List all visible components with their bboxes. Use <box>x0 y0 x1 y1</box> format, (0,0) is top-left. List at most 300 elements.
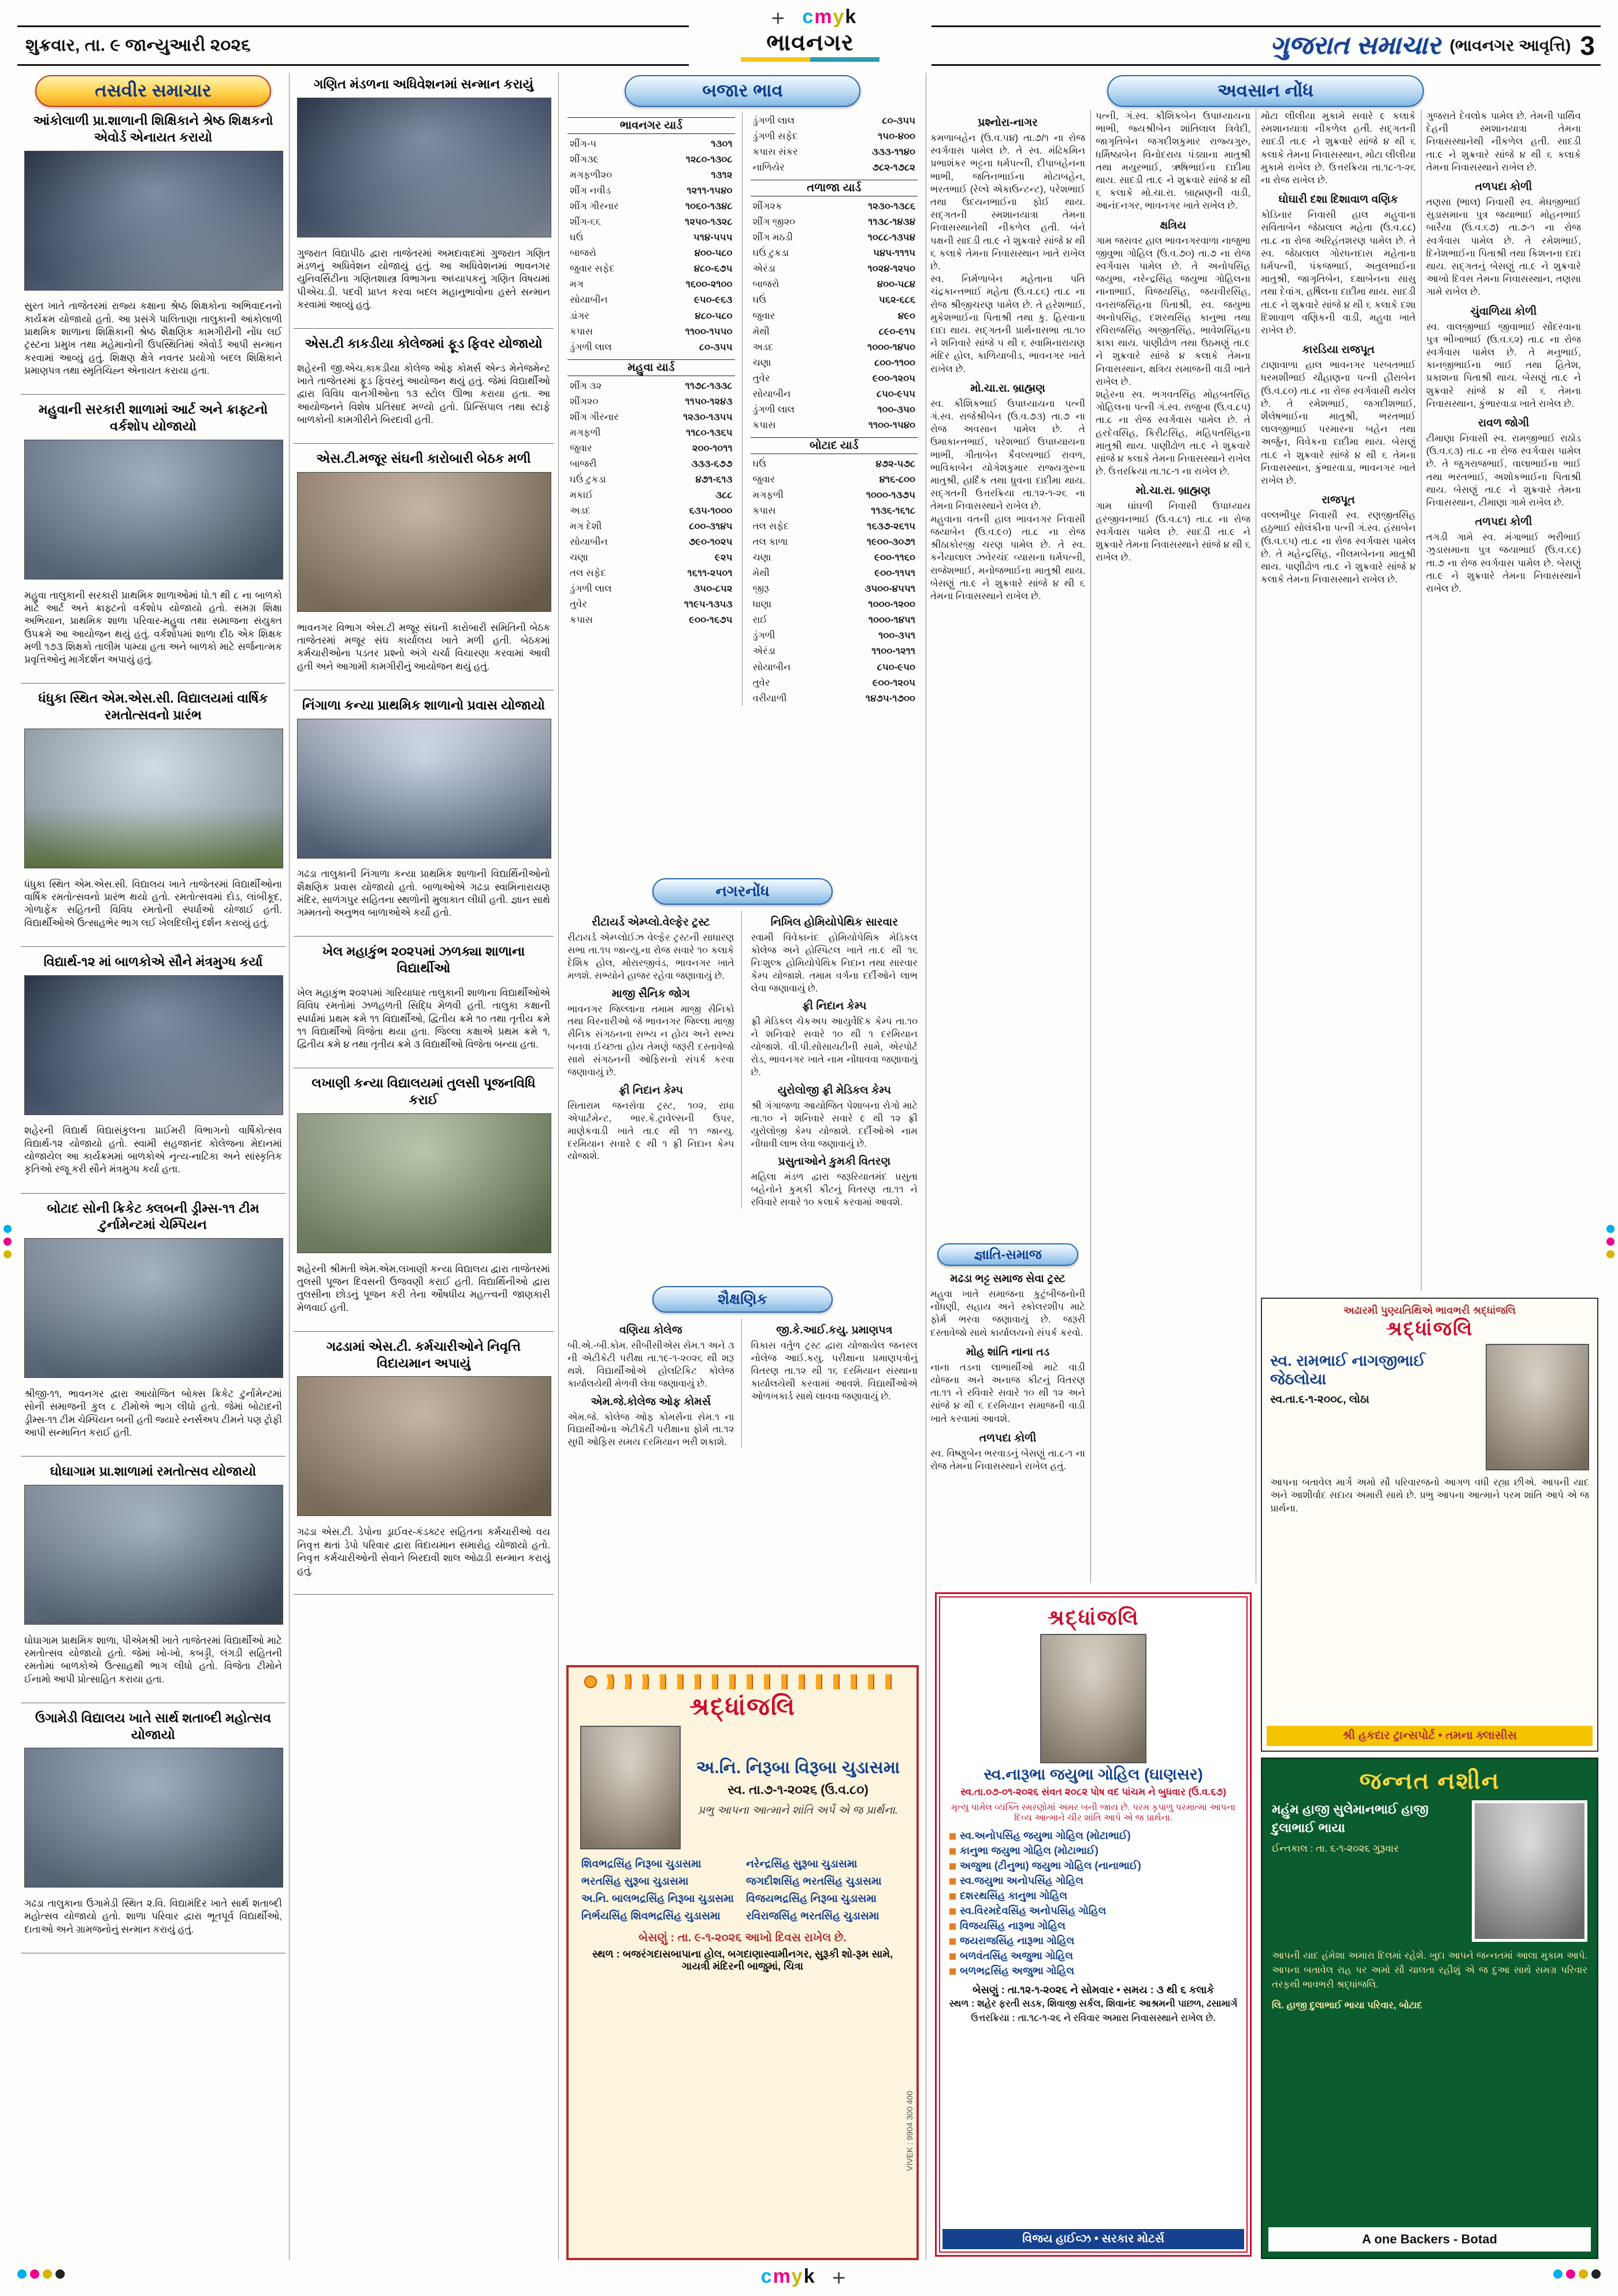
market-row <box>751 534 918 549</box>
ink-letter: y <box>833 6 845 28</box>
market-row <box>567 214 735 229</box>
commodity-name: મગ દેશી <box>570 521 602 532</box>
news-headline: ઘોઘાગામ પ્રા.શાળામાં રમતોત્સવ યોજાયો <box>50 1464 257 1479</box>
yard-name: મહુવા યાર્ડ <box>567 359 735 376</box>
relative-name: બળભદ્રસિંહ અજુભા ગોહિલ <box>947 1963 1240 1978</box>
obituary-body: કમળાબહેન (ઉ.વ.૫૪) તા.૭/૧ ના રોજ સ્વર્ગવાસ પામેલ છે. તે સ્વ. મંઢિકમિન પ્રભાશંકર ભટ્ટના ધર્મપત્ની, દીપાબહેનના ભાભી, જતિનભાઈના મોટાબહેન, ભરતભાઈ (રેલ્વે એકાઉન્ટન્ટ), પરેશભાઈ તથા ઉદયનભાઈના ફોઈ થાય. સદ્ગતની સ્મશાનયાત્રા તેમના નિવાસસ્થાનેથી નીકળેલ હતી. બંને પક્ષની સાદડી તા.૯ ને શુક્રવારે સાંજે ૪ થી ૬ કલાકે તેમના નિવાસસ્થાન ખાતે રાખેલ છે. <box>930 132 1085 272</box>
commodity-name: તલ કાળા <box>752 536 788 548</box>
deceased-photo <box>1486 1344 1589 1470</box>
commodity-price: ૧૧૭૮-૧૩૩૮ <box>685 380 733 391</box>
commodity-price: ૪૦૦-૫૮૦ <box>694 247 733 259</box>
relative-name: જયરાજસિંહ નારૂભા ગોહિલ <box>947 1933 1240 1948</box>
market-row <box>751 276 918 292</box>
city-title: ભાવનગર <box>766 29 854 55</box>
market-row <box>751 503 918 518</box>
ink-letter: k <box>845 6 858 28</box>
market-row <box>751 596 918 612</box>
market-row <box>751 355 918 370</box>
market-row <box>567 151 735 167</box>
deceased-name: અ.નિ. નિરૂબા વિરૂબા ચુડાસમા <box>696 1758 900 1777</box>
obituary-heading: ક્ષત્રિય <box>1160 219 1186 232</box>
obituary-body: કોડિનાર નિવાસી હાલ મહુવાના સવિતાબેન જેઠાલાલ મહેતા (ઉ.વ.૮૮) તા.૮ ના રોજ અરિહંતશરણ પામેલ છે. તે સ્વ. જેઠાલાલ ગોરધનદાસ મહેતાના ધર્મપત્ની, પંકજભાઈ, અતુલભાઈના માતુશ્રી, જાગૃતિબેન, દક્ષાબેનના સાસુ તથા દેવાંગ, હર્ષિલના દાદીમા થાય. સાદડી તા.૯ ને શુક્રવારે સાંજે ૪ થી ૬ કલાકે દશા દિશાવાળ વણિકની વાડી, મહુવા ખાતે રાખેલ છે. <box>1261 209 1416 336</box>
memorial-ad-jannat <box>1261 1758 1598 2259</box>
commodity-name: શીંગ નવીડ <box>570 185 611 196</box>
news-body: શહેરની જી.એચ.કાકડીયા કોલેજ ઓફ કોમર્સ એન્ડ મેનેજમેન્ટ ખાતે તાજેતરમાં ફૂડ ફિવરનું આયોજન થયું હતું. જેમાં વિદ્યાર્થીઓ દ્વારા વિવિધ વાનગીઓના ૧૩ સ્ટોલ ઊભા કરાયા હતા. આ આયોજનને વિશેષ પ્રતિસાદ મળ્યો હતો. પ્રિન્સિપાલ તથા સ્ટાફે બાળકોની કામગીરીને બિરદાવી હતી. <box>297 362 550 425</box>
commodity-price: ૪૮૦-૫૮૦ <box>695 310 733 321</box>
news-photo <box>297 719 551 859</box>
community-body: મહુવા ખાતે સમાજના કુટુંબીજનોની નોંધણી, સહાય અને સ્કોલરશીપ માટે ફોર્મ ભરવા જણાવાયું છે. જરૂરી દસ્તાવેજો સાથે કાર્યાલયનો સંપર્ક કરવો. <box>930 1288 1085 1338</box>
commodity-name: ડુંગળી <box>752 630 775 641</box>
commodity-name: સોયાબીન <box>570 294 608 306</box>
yard-rows <box>567 378 735 628</box>
commodity-name: સોયાબીન <box>570 536 608 548</box>
commodity-name: શીંગ૨૦ <box>570 395 599 407</box>
relative-name: અજુભા (ટીનુભા) જયુભા ગોહિલ (નાનાભાઈ) <box>947 1858 1240 1873</box>
market-row <box>567 518 735 534</box>
market-row <box>751 402 918 417</box>
commodity-price: ૧૦૦૦-૧૪૫૦ <box>867 341 915 352</box>
community-body: સ્વ. વિષ્ણુબેન ભરવાડનું બેસણું તા.૮-૧ ના રોજ તેમના નિવાસસ્થાને રાખેલ હતું. <box>930 1447 1085 1472</box>
market-row <box>751 565 918 581</box>
market-row <box>751 198 918 214</box>
news-story <box>21 113 285 395</box>
commodity-name: ધાણા <box>752 599 772 610</box>
sponsor-strip: A one Backers - Botad <box>1268 2227 1591 2252</box>
news-headline: એસ.ટી કાકડીયા કોલેજમાં ફૂડ ફિવર યોજાયો <box>305 336 543 351</box>
market-row <box>567 425 735 440</box>
market-row <box>751 261 918 276</box>
commodity-name: ચણા <box>570 552 588 563</box>
notice-body: શ્રી ગંગાજળા આયોજિત પેશાબના રોગો માટે તા.૧૦ ને શનિવારે સવારે ૯ થી ૧૨ ફ્રી યુરોલોજી કેમ્પ યોજાશે. દર્દીઓએ નામ નોંધાવી લાભ લેવા જણાવાયું છે. <box>751 1099 918 1149</box>
news-headline: ખેલ મહાકુંભ ૨૦૨૫માં ઝળક્યા શાળાના વિદ્યાર્થીઓ <box>322 944 525 976</box>
uttarkriya-note: ઉત્તરક્રિયા : તા.૧૮-૧-૨૬ ને રવિવાર અમારા નિવાસસ્થાને રાખેલ છે. <box>971 2013 1216 2023</box>
obituary-heading: રાજપૂત <box>1322 494 1355 507</box>
contact-phone: VIVEK : 9904 300 400 <box>905 2091 914 2171</box>
ink-letter: c <box>760 2265 773 2288</box>
notice <box>751 1000 918 1078</box>
commodity-name: કપાસ <box>752 419 776 430</box>
obituary-item <box>930 117 1085 273</box>
obituary-body: ટાણાવાળા હાલ ભાવનગર પરબતભાઈ ધરમશીભાઈ ચૌહાણના પત્ની હીરાબેન (ઉ.વ.૮૦) તા.૮ ના રોજ સ્વર્ગવાસી થયેલ છે. તે રમેશભાઈ, જગદીશભાઈ, શૈલેષભાઈના માતુશ્રી, ભરતભાઈ લાલજીભાઈ પરમારના બહેન તથા અર્જુન, વિવેકના દાદીમા થાય. બેસણું તા.૯ ને શુક્રવારે સાંજે ૪ થી ૬ તેમના નિવાસસ્થાન, કુંભારવાડા, ભાવનગર ખાતે રાખેલ છે. <box>1261 359 1416 486</box>
commodity-price: ૩૮૮ <box>715 489 733 500</box>
market-row <box>751 659 918 675</box>
commodity-price: ૩૩૩-૧૧૪૦ <box>871 146 915 158</box>
commodity-name: ડાંગર <box>570 310 589 321</box>
photo-news-list-2 <box>294 76 554 1595</box>
news-headline: ઉગામેડી વિદ્યાલય ખાતે સાર્થ શતાબ્દી મહોત્સવ યોજાયો <box>35 1710 272 1742</box>
commodity-price: ૧૦૦૦-૧૨૦૦ <box>868 599 915 610</box>
relative-name: કાનુભા જયુભા ગોહિલ (મોટાભાઈ) <box>947 1843 1240 1858</box>
news-body: ગઢડા તાલુકાના ઉગામેડી સ્થિત ૨.વિ. વિદ્યામંદિર ખાતે સાર્થ શતાબ્દી મહોત્સવ યોજાયો હતો. શાળા પરિવાર દ્વારા ભૂતપૂર્વ વિદ્યાર્થીઓ, દાતાઓ અને ગ્રામજનોનું સન્માન કરાયું હતું. <box>24 1898 282 1935</box>
column-divider <box>1090 110 1091 1583</box>
masthead: ગુજરાત સમાચાર <box>1270 31 1441 60</box>
commodity-name: બાજરો <box>570 247 596 259</box>
news-story <box>21 1463 285 1703</box>
commodity-price: ૧૧૫૦-૧૨૪૩ <box>685 395 733 407</box>
news-story <box>21 402 285 683</box>
commodity-name: કપાસ <box>570 325 593 337</box>
market-row <box>751 643 918 659</box>
community-heading: મોહ શાંતિ નાના તડ <box>966 1346 1050 1358</box>
commodity-price: ૧૧૯૫-૧૩૫૩ <box>684 599 733 610</box>
news-photo <box>24 1485 283 1625</box>
market-row <box>567 183 735 198</box>
market-row <box>567 308 735 324</box>
community-body: નાના તડના લાભાર્થીઓ માટે વાડી યોજના અને અનાજ કીટનું વિતરણ તા.૧૧ ને રવિવારે સવારે ૧૦ થી ૧૨ અને સાંજે ૪ થી ૬ દરમિયાન સમાજની વાડી ખાતે કરવામાં આવશે. <box>930 1361 1085 1424</box>
obituary-body: તણસા (ભાલ) નિવાસી સ્વ. મેઘજીભાઈ સુડાસમાના પુત્ર જયાભાઈ મોહનભાઈ બારૈયા (ઉ.વ.૬૭) તા.૭-૧ ના રોજ સ્વર્ગવાસ પામેલ છે. તે રમેશભાઈ, દિનેશભાઈના પિતાશ્રી તથા કિશનના દાદા થાય. સદ્ગતનું બેસણું તા.૯ ને શુક્રવારે આખો દિવસ તેમના નિવાસસ્થાન, તણસા ગામે રાખેલ છે. <box>1426 196 1581 298</box>
market-row <box>567 565 735 581</box>
obituary-body: મહુવાના વતની હાલ ભાવનગર નિવાસી જયાબેન (ઉ.વ.૯૦) તા.૮ ના રોજ શ્રીઠાકોરજી ચરણ પામેલ છે. તે સ્વ. કનૈયાલાલ ઝવેરચંદ વ્યાસના ધર્મપત્ની, રાજેશભાઈ, મનોજભાઈના માતુશ્રી થાય. બેસણું તા.૯ ને શુક્રવારે સાંજે ૪ થી ૬ તેમના નિવાસસ્થાને રાખેલ છે. <box>930 513 1085 601</box>
market-row <box>567 324 735 339</box>
obituary-item <box>1096 388 1250 478</box>
news-story <box>294 943 554 1068</box>
commodity-price: ૧૨૫૦-૧૩૨૮ <box>685 216 733 228</box>
relative-name: ભરતસિંહ સુરૂબા ચુડાસમા <box>581 1875 689 1887</box>
color-bar-left <box>17 2269 65 2279</box>
obituary-item <box>930 382 1085 513</box>
signature-line: લિ. હાજી દુલાભાઈ ભાયા પરિવાર, બોટાદ <box>1272 2000 1423 2011</box>
market-row <box>567 378 735 393</box>
commodity-price: ૪૮૦-૬૭૫ <box>693 263 733 274</box>
date-line: શુક્રવાર, તા. ૯ જાન્યુઆરી ૨૦૨૬ <box>17 25 689 66</box>
news-body: શહેરની શ્રીમતી એમ.એમ.લખાણી કન્યા વિદ્યાલય દ્વારા તાજેતરમાં તુલસી પૂજન દિવસની ઉજવણી કરાઈ હતી. વિદ્યાર્થિનીઓ દ્વારા તુલસીના છોડનું પૂજન કરી તેના ઔષધીય મહત્ત્વની જાણકારી મેળવાઈ હતી. <box>297 1263 550 1313</box>
commodity-price: ૩૩૩-૬૭૭ <box>691 458 733 469</box>
commodity-name: ડુંગળી સફેદ <box>752 131 798 142</box>
commodity-price: ૧૦૦૦-૧૪૫૧ <box>868 614 915 626</box>
commodity-price: ૧૫૦-૪૦૦ <box>878 131 915 142</box>
commodity-price: ૧૬૦૦-૨૧૦૦ <box>685 278 733 290</box>
market-row <box>751 581 918 596</box>
commodity-price: ૧૦૦-૩૫૦ <box>877 403 915 415</box>
news-headline: એસ.ટી.મજૂર સંઘની કારોબારી બેઠક મળી <box>316 451 531 466</box>
commodity-price: ૧૬૧૧-૨૫૦૧ <box>687 567 733 579</box>
commodity-name: મગ <box>570 278 584 290</box>
notice-heading: પ્રસુતાઓને કુમકી વિતરણ <box>778 1156 891 1168</box>
ad-title: શ્રદ્ધાંજલિ <box>1047 1606 1140 1629</box>
ad-subtitle: અઢારમી પુણ્યતિથિએ ભાવભરી શ્રદ્ધાંજલિ <box>1343 1305 1516 1316</box>
obituary-item <box>1426 417 1581 509</box>
ink-letter: c <box>802 6 815 28</box>
tribute-message: આપની યાદ હંમેશા અમારા દિલમાં રહેશે. ખુદા આપને જન્નતમાં આલા મુકામ આપે. આપના બતાવેલ રાહ પર અમો સૌ ચાલતા રહીશું એ જ દુઆ સાથે સમગ્ર પરિવાર તરફથી ભાવભરી શ્રદ્ધાંજલિ. <box>1272 1951 1587 1990</box>
news-headline: આંકોલાળી પ્રા.શાળાની શિક્ષિકાને શ્રેષ્ઠ શિક્ષકનો એવોર્ડ એનાયત કરાયો <box>33 113 273 144</box>
market-row <box>751 339 918 355</box>
city-notes-section <box>563 876 922 1284</box>
commodity-price: ૧૧૦૦-૧૫૫૦ <box>685 325 733 337</box>
market-row <box>567 198 735 214</box>
notice-heading: ફ્રી નિદાન કેમ્પ <box>618 1084 683 1097</box>
obituary-heading: રાવળ જોગી <box>1478 417 1530 430</box>
obituary-item <box>1426 181 1581 299</box>
obituary-zone <box>930 73 1601 2260</box>
commodity-price: ૭૮૨-૧૭૮૨ <box>872 162 915 173</box>
commodity-price: ૯૦૦-૧૧૬૦ <box>874 552 915 563</box>
market-row <box>567 440 735 456</box>
obituary-item <box>1096 110 1250 213</box>
news-headline: ધંધુકા સ્થિત એમ.એસ.સી. વિદ્યાલયમાં વાર્ષિક રમતોત્સવનો પ્રારંભ <box>38 691 268 723</box>
news-headline: ગઢડામાં એસ.ટી. કર્મચારીઓને નિવૃત્તિ વિદાયમાન અપાયું <box>326 1339 521 1370</box>
market-row <box>751 690 918 706</box>
market-row <box>567 534 735 549</box>
commodity-name: તુવેર <box>570 599 587 610</box>
notice <box>567 1396 734 1449</box>
besnu-note: બેસણું : તા. ૯-૧-૨૦૨૬ આખો દિવસ રાખેલ છે. <box>639 1931 847 1944</box>
news-story <box>21 690 285 947</box>
news-story <box>21 1710 285 1953</box>
commodity-name: ઘઉં ટુકડા <box>570 473 606 485</box>
news-photo <box>297 1113 551 1253</box>
ink-letter: m <box>814 6 833 28</box>
obituary-heading: ઘોઘારી દશા દિશાવાળ વણિક <box>1278 194 1398 206</box>
obituary-body: સ્વ. નિર્મળાબેન મહેતાના પતિ ચંદ્રકાન્તભાઈ મહેતા (ઉ.વ.૮૬) તા.૮ ના રોજ શ્રીજીચરણ પામેલ છે. તે હરેશભાઈ, મુકેશભાઈના પિતાશ્રી તથા કુ. હિરવાના દાદા થાય. સદ્ગતની પ્રાર્થનાસભા તા.૧૦ ને શનિવારે સાંજે ૫ થી ૬ સ્વામિનારાયણ મંદિર હોલ, કાળિયાબીડ, ભાવનગર ખાતે રાખેલ છે. <box>930 273 1085 374</box>
page-body <box>0 73 1618 2260</box>
commodity-name: ઘઉં <box>570 232 584 243</box>
community-item <box>930 1432 1085 1473</box>
commodity-price: ૮૦૦-૩૧૪૫ <box>689 521 733 532</box>
cmyk-label <box>802 8 857 27</box>
commodity-price: ૧૦૬૦-૧૩૪૮ <box>685 200 733 212</box>
commodity-price: ૯૦૦-૧૬૭૫ <box>689 614 733 626</box>
news-body: ભાવનગર વિભાગ એસ.ટી મજૂર સંઘની કારોબારી સમિતિની બેઠક તાજેતરમાં મજૂર સંઘ કાર્યાલય ખાતે મળી હતી. બેઠકમાં કર્મચારીઓના પડતર પ્રશ્નો અંગે ચર્ચા વિચારણા કરવામાં આવી હતી અને આગામી કામગીરીનું આયોજન થયું હતું. <box>297 622 550 672</box>
photo-news-column-1 <box>21 73 285 2260</box>
column-divider <box>1421 110 1422 1291</box>
commodity-price: ૧૧૦૦-૧૨૧૧ <box>871 645 915 657</box>
obituary-body: સ્વ. કૌશિકભાઈ ઉપાધ્યાયના પત્ની ગં.સ્વ. રાજેશ્રીબેન (ઉ.વ.૭૩) તા.૭ ના રોજ અવસાન પામેલ છે. તે ઉમાકાન્તભાઈ, પરેશભાઈ ઉપાધ્યાયના ભાભી, ગીતાબેન કૈવલ્યભાઈ રાવળ, ભાવિકાબેન યોગેશકુમાર રાજ્યગુરુના માતુશ્રી, હાર્દિક તથા ધ્રુવના દાદીમા થાય. સદ્ગતની ઉત્તરક્રિયા તા.૧૨-૧-૨૬ ના તેમના નિવાસસ્થાને રાખેલ છે. <box>930 397 1085 512</box>
commodity-name: શીંગ-૫ <box>570 138 597 149</box>
market-row <box>751 245 918 261</box>
community-heading: તળપદા કોળી <box>979 1432 1037 1444</box>
notice-heading: વણિયા કોલેજ <box>619 1324 682 1336</box>
commodity-price: ૯૦૦-૧૨૦૫ <box>872 372 915 384</box>
ink-letter: k <box>803 2265 816 2288</box>
news-photo <box>297 1376 551 1516</box>
obituary-heading: પ્રશ્નોરા-નાગર <box>978 117 1038 129</box>
deceased-photo <box>580 1726 681 1849</box>
relative-name: નરેન્દ્રસિંહ સુરૂબા ચુડાસમા <box>746 1857 858 1870</box>
registration-mark-bottom <box>0 2265 1618 2291</box>
commodity-name: તુવેર <box>752 372 770 384</box>
market-row <box>567 261 735 276</box>
notice <box>567 1084 734 1162</box>
news-headline: લખાણી કન્યા વિદ્યાલયમાં તુલસી પૂજનવિધિ કરાઈ <box>311 1076 536 1108</box>
commodity-name: એરંડા <box>752 645 775 657</box>
city-title-block <box>689 25 932 66</box>
commodity-price: ૧૩૦૧ <box>711 138 733 149</box>
deceased-name: સ્વ.નારૂભા જયુભા ગોહિલ (ઘાણસર) <box>984 1766 1203 1783</box>
market-row <box>751 612 918 627</box>
commodity-name: શીંગ ગીરનાર <box>570 411 619 422</box>
commodity-price: ૮૦-૩૫૫ <box>699 341 733 352</box>
commodity-name: બાજરી <box>570 458 597 469</box>
ad-title: શ્રદ્ધાંજલિ <box>689 1693 796 1720</box>
commodity-price: ૮૫૦-૯૫૦ <box>877 661 915 673</box>
news-photo <box>24 1748 283 1888</box>
photo-news-banner: તસવીર સમાચાર <box>35 75 271 107</box>
market-column <box>563 73 922 2260</box>
commodity-name: એરંડા <box>752 263 775 274</box>
notice-heading: એમ.જે.કોલેજ ઓફ કોમર્સ <box>591 1395 711 1408</box>
relative-name: સ્વ.વિરમદેવસિંહ અનોપસિંહ ગોહિલ <box>947 1903 1240 1918</box>
notice <box>567 988 734 1079</box>
news-headline: વિદ્યાર્થ-૧૨ માં બાળકોએ સૌને મંત્રમુગ્ધ કર્યા <box>43 954 263 969</box>
photo-news-column-2 <box>294 73 554 2260</box>
community-items <box>930 1273 1085 1473</box>
news-story <box>294 1339 554 1595</box>
commodity-name: વરીયાળી <box>752 692 787 704</box>
commodity-name: જીરૂ <box>752 583 770 595</box>
commodity-price: ૧૦૦-૩૫૧ <box>878 630 915 641</box>
commodity-name: નાળિયેર <box>752 162 785 173</box>
notice-body: ભાવનગર જિલ્લાના તમામ માજી સૈનિકો તથા વિરનારીઓ જે ભાવનગર જિલ્લા માજી સૈનિક સંગઠનના સભ્ય ન હોય અને સભ્ય બનવા ઈચ્છતા હોય તેમણે જરૂરી દસ્તાવેજો સાથે સંગઠનની ઓફિસનો સંપર્ક કરવા જણાવાયું છે. <box>567 1003 734 1078</box>
ink-letter: y <box>791 2265 804 2288</box>
obituary-body: ટીમાણા નિવાસી સ્વ. રામજીભાઈ રાઠોડ (ઉ.વ.૬૩) તા.૮ ના રોજ સ્વર્ગવાસ પામેલ છે. તે જુગરાજભાઈ, વાલાભાઈના ભાઈ તથા ભરતભાઈ, અશોકભાઈના પિતાશ્રી થાય. બેસણું તા.૯ ને શુક્રવારે તેમના નિવાસસ્થાન, ટીમાણા ગામે રાખેલ છે. <box>1426 433 1581 508</box>
ink-letter: m <box>773 2265 792 2288</box>
notice <box>751 1156 918 1209</box>
commodity-name: મગફળી૨૦ <box>570 169 613 181</box>
market-row <box>751 229 918 245</box>
news-body: ગઢડા એસ.ટી. ડેપોના ડ્રાઈવર-કંડક્ટર સહિતના કર્મચારીઓ વય નિવૃત્ત થતાં ડેપો પરિવાર દ્વારા વિદાયમાન સમારોહ યોજાયો હતો. નિવૃત્ત કર્મચારીઓની સેવાને બિરદાવી શાલ ઓઢાડી સન્માન કરાયું હતું. <box>297 1526 550 1577</box>
sponsor-strip: વિજય હાઈવ્ઝ • સરકાર મોટર્સ <box>942 2229 1244 2249</box>
crop-mark-icon: + <box>771 6 786 31</box>
educational-left <box>567 1318 742 1448</box>
market-row <box>751 549 918 565</box>
commodity-name: ડુંગળી લાલ <box>570 341 612 352</box>
commodity-name: સોયાબીન <box>752 661 791 673</box>
obituary-heading: કારડિયા રાજપૂત <box>1302 344 1375 356</box>
relative-name: વિજયભદ્રસિંહ નિરૂબા ચુડાસમા <box>746 1892 877 1904</box>
sponsor-strip: શ્રી હકદાર ટ્રાન્સપોર્ટ • તમના ક્લાસીસ <box>1267 1726 1593 1746</box>
commodity-price: ૪૯૦ <box>897 310 915 321</box>
city-notes-right <box>751 911 918 1209</box>
ad-title: શ્રદ્ધાંજલિ <box>1386 1318 1474 1340</box>
news-body: ઘોઘાગામ પ્રાથમિક શાળા, પીએમશ્રી ખાતે તાજેતરમાં વિદ્યાર્થીઓ માટે રમતોત્સવ યોજાયો હતો. જેમાં ખો-ખો, કબડ્ડી, લંગડી સહિતની રમતોમાં બાળકોએ ઉત્સાહથી ભાગ લીધો હતો. વિજેતા ટીમોને ઈનામો આપી પ્રોત્સાહિત કરાયા હતા. <box>24 1634 282 1685</box>
death-date: ઈન્તકાલ : તા. ૬-૧-૨૦૨૬ ગુરૂવાર <box>1272 1842 1399 1854</box>
deceased-name: સ્વ. રામભાઈ નાગજીભાઈ જેઠલોયા <box>1270 1352 1426 1388</box>
relative-name: શિવભદ્રસિંહ નિરૂબા ચુડાસમા <box>581 1857 702 1870</box>
news-body: મહુવા તાલુકાની સરકારી પ્રાથમિક શાળાઓમાં ધો.૧ થી ૮ ના બાળકો માટે આર્ટ અને ક્રાફ્ટનો વર્કશોપ યોજાયો હતો. સમગ્ર શિક્ષા અભિયાન, પ્રાથમિક શાળા પરિવાર-મહુવા તથા સમાજના સંયુક્ત ઉપક્રમે આ આયોજન થયું હતું. વર્કશોપમાં શાળા દીઠ એક શિક્ષક મળી ૧૭૩ શિક્ષકો તાલીમ પામ્યા હતા અને બાળકો માટે સર્જનાત્મક પ્રવૃત્તિઓનું માર્ગદર્શન અપાયું હતું. <box>24 589 282 666</box>
city-underline <box>741 57 879 62</box>
notice-body: એમ.જે. કોલેજ ઓફ કોમર્સના સેમ.૧ ના વિદ્યાર્થીઓના એટીકેટી પરીક્ષાના ફોર્મ તા.૧૨ સુધી ઓફિસ સમય દરમિયાન ભરી શકાશે. <box>567 1411 734 1448</box>
commodity-name: તલ સફેદ <box>752 521 789 532</box>
news-story <box>21 1201 285 1457</box>
notice-heading: યુરોલોજી ફ્રી મેડિકલ કેમ્પ <box>777 1084 891 1097</box>
commodity-name: ડુંગળી લાલ <box>752 115 795 126</box>
community-item <box>930 1273 1085 1339</box>
obituary-body: પત્ની, ગં.સ્વ. કૌશિકબેન ઉપાધ્યાયના ભાભી, જ્યશ્રીબેન શાંતિલાલ ત્રિવેદી, જાગૃતિબેન જગદીશકુમાર રાજ્યગુરુ, ધર્મિષ્ઠાબેન વિનોદરાય પંડ્યાના માતુશ્રી તથા મયુરભાઈ, ઋષિભાઈના દાદીમા થાય. સાદડી તા.૯ ને શુક્રવારે સાંજે ૪ થી ૬ કલાકે મો.ચા.રા. બ્રાહ્મણની વાડી, આનંદનગર, ભાવનગર ખાતે રાખેલ છે. <box>1096 110 1250 211</box>
market-row <box>567 292 735 307</box>
commodity-price: ૭૯૦-૧૦૨૫ <box>688 536 733 548</box>
deceased-photo <box>1472 1800 1587 1942</box>
commodity-price: ૫૧૪-૫૫૫ <box>693 232 733 243</box>
relatives-list <box>578 1855 907 1925</box>
notice-heading: જી.કે.આઈ.કયુ. પ્રમાણપત્ર <box>776 1324 893 1336</box>
news-headline: ગણિત મંડળના અધિવેશનમાં સન્માન કરાયું <box>313 77 534 91</box>
news-photo <box>297 472 551 612</box>
market-row <box>567 409 735 425</box>
notice <box>751 1084 918 1150</box>
market-row <box>567 596 735 612</box>
news-photo <box>297 98 551 237</box>
educational-right <box>751 1318 918 1448</box>
news-headline: નિંગાળા કન્યા પ્રાથમિક શાળાનો પ્રવાસ યોજાયો <box>302 697 545 712</box>
commodity-name: ઘઉં <box>752 458 766 469</box>
market-row <box>567 393 735 409</box>
obituary-item <box>930 513 1085 603</box>
market-row <box>751 214 918 229</box>
educational-section <box>563 1284 922 1665</box>
news-story <box>21 954 285 1194</box>
notice-body: રીટાયર્ડ એમ્પ્લોઈઝ વેલ્ફેર ટ્રસ્ટની સાધારણ સભા તા.૧૫ જાન્યુ.ના રોજ સવારે ૧૦ કલાકે દેશિક હોલ, મોરારજીવંડ, ભાવનગર ખાતે મળશે. સભ્યોને હાજર રહેવા જણાવાયું છે. <box>567 932 734 981</box>
commodity-price: ૧૬૩૭-૨૬૧૫ <box>867 521 915 532</box>
yard-rows <box>751 198 918 433</box>
tribute-ad-rambhai <box>1261 1298 1598 1752</box>
commodity-name: શીંગ જી૨૦ <box>752 216 796 228</box>
commodity-price: ૨૦૦-૧૦૧૧ <box>692 442 733 454</box>
market-row <box>567 229 735 245</box>
obituary-col-3 <box>1261 110 1416 1291</box>
market-row <box>751 113 918 128</box>
relative-name: રવિરાજસિંહ ભરતસિંહ ચુડાસમા <box>746 1909 879 1922</box>
yard-name: ભાવનગર યાર્ડ <box>567 117 735 134</box>
market-row <box>567 503 735 518</box>
commodity-price: ૧૪૭૫-૧૭૦૦ <box>865 692 915 704</box>
commodity-price: ૯૦૦-૧૨૦૫ <box>872 677 915 688</box>
obituary-item <box>1261 494 1416 586</box>
commodity-price: ૧૨૧૧-૧૫૪૦ <box>686 185 733 196</box>
obituary-heading: ચુંવાળિયા કોળી <box>1470 305 1537 318</box>
market-row <box>751 144 918 159</box>
commodity-price: ૧૧૩૬-૧૬૧૮ <box>871 505 915 517</box>
death-date: સ્વ.તા.૬-૧-૨૦૦૮, લોઠા <box>1270 1394 1370 1406</box>
tribute-ad-naruba <box>935 1592 1252 2257</box>
crop-mark-icon: + <box>832 2265 847 2291</box>
notice-body: ફ્રી મેડિકલ ચેકઅપ આયુર્વેદિક કેમ્પ તા.૧૦ ને શનિવારે સવારે ૧૦ થી ૧ દરમિયાન યોજાશે. વી.પી.સોસાયટીની સામે, એરપોર્ટ રોડ, ભાવનગર ખાતે નામ નોંધાવવા જણાવાયું છે. <box>751 1016 918 1078</box>
commodity-price: ૧૯૦૦-૩૦૭૧ <box>866 536 915 548</box>
commodity-name: શીંગ ૩૨ <box>570 380 602 391</box>
market-row <box>567 549 735 565</box>
column-divider <box>289 73 290 2260</box>
relative-name: સ્વ.જયુભા અનોપસિંહ ગોહિલ <box>947 1873 1240 1888</box>
commodity-price: ૯૫૦-૯૬૩ <box>694 294 733 306</box>
market-row <box>567 245 735 261</box>
market-row <box>751 487 918 503</box>
notice-heading: નિખિલ હોમિયોપેથિક સારવાર <box>770 916 898 928</box>
commodity-name: તુવેર <box>752 677 770 688</box>
venue-note: સ્થળ : બજરંગદાસબાપાના હોલ, બગદાણાસ્વામીનગર, સુરૂકી શો-રૂમ સામે, ગાયત્રી મંદિરની બાજુમાં, ચિત્રા <box>592 1948 893 1972</box>
obituary-item <box>1426 306 1581 410</box>
market-row <box>751 471 918 487</box>
commodity-price: ૪૭૧-૬૧૩ <box>695 473 733 485</box>
commodity-price: ૪૧૬-૮૦૦ <box>879 473 915 485</box>
obituary-heading: મો.ચા.રા. બ્રાહ્મણ <box>1135 485 1211 497</box>
death-date: સ્વ. તા.૭-૧-૨૦૨૬ (ઉ.વ.૮૦) <box>728 1782 869 1797</box>
obituary-col-2 <box>1096 110 1250 1583</box>
notice-heading: રીટાયર્ડ એમ્પ્લો.વેલ્ફેર ટ્રસ્ટ <box>591 916 710 928</box>
obituary-col-4 <box>1426 110 1581 1291</box>
commodity-price: ૧૧૦૦-૧૫૪૦ <box>868 419 915 430</box>
commodity-name: જુવાર <box>570 442 592 454</box>
commodity-price: ૮૦૦-૧૧૦૦ <box>874 356 915 368</box>
news-story <box>294 697 554 937</box>
commodity-price: ૫૪૫-૧૧૧૫ <box>873 247 915 259</box>
market-section <box>563 73 922 876</box>
commodity-name: અડદ <box>570 505 591 517</box>
notice-heading: માજી સૈનિક જોગ <box>611 987 690 1000</box>
page-number: 3 <box>1580 31 1595 61</box>
market-row <box>751 456 918 471</box>
commodity-price: ૮૯૦-૯૧૫ <box>878 325 915 337</box>
market-row <box>567 456 735 471</box>
edition-label: (ભાવનગર આવૃત્તિ) <box>1449 36 1571 54</box>
